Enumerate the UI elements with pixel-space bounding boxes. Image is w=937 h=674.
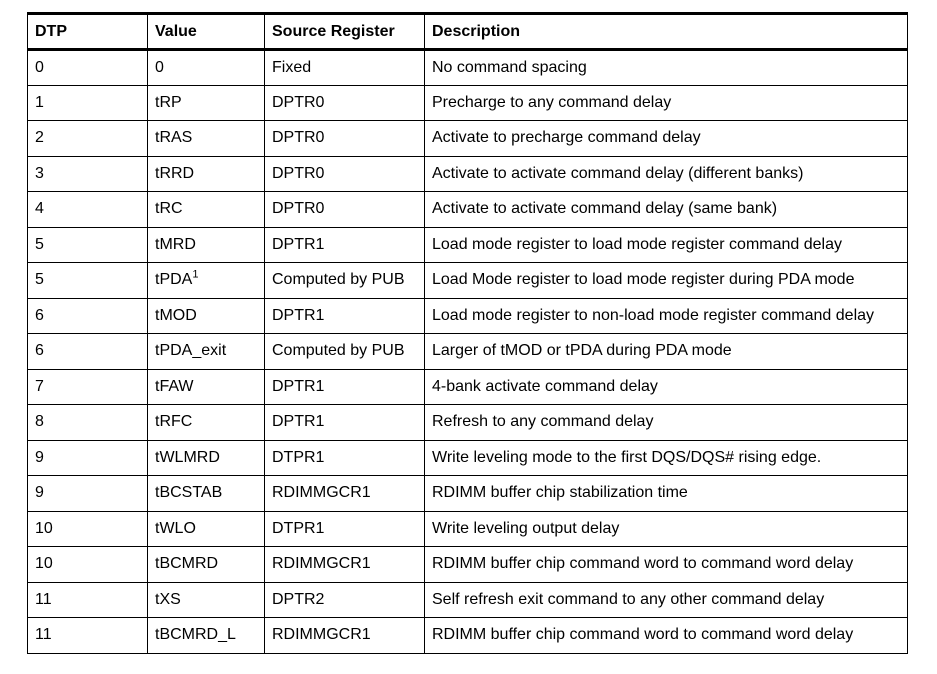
cell-value <box>148 618 265 654</box>
cell-value <box>148 192 265 228</box>
footnote-marker: 1 <box>192 268 199 281</box>
cell-dtp: 11 <box>28 618 148 654</box>
cell-description: RDIMM buffer chip stabilization time <box>425 476 908 512</box>
cell-source-register: DPTR1 <box>265 227 425 263</box>
table-body <box>28 50 908 654</box>
cell-value-text: tWLO <box>155 519 196 537</box>
cell-value <box>148 440 265 476</box>
cell-value-text: tPDA_exit <box>155 342 227 360</box>
table-row <box>28 192 908 228</box>
cell-value-text: tBCMRD_L <box>155 626 236 644</box>
cell-source-register: DTPR1 <box>265 511 425 547</box>
cell-value <box>148 121 265 157</box>
table-row <box>28 334 908 370</box>
cell-value <box>148 369 265 405</box>
cell-dtp: 10 <box>28 547 148 583</box>
cell-value-text: tMRD <box>155 235 196 253</box>
cell-value <box>148 334 265 370</box>
cell-description: Larger of tMOD or tPDA during PDA mode <box>425 334 908 370</box>
table-row <box>28 440 908 476</box>
table-row <box>28 511 908 547</box>
table-row <box>28 85 908 121</box>
cell-value-text: tRP <box>155 93 182 111</box>
cell-dtp: 6 <box>28 298 148 334</box>
cell-value-text: tXS <box>155 590 181 608</box>
cell-value-text: tMOD <box>155 306 197 324</box>
cell-source-register: Computed by PUB <box>265 263 425 299</box>
cell-dtp: 5 <box>28 227 148 263</box>
cell-dtp: 10 <box>28 511 148 547</box>
table-header <box>28 14 908 50</box>
header-dtp: DTP <box>28 14 148 50</box>
cell-value-text: tRFC <box>155 413 193 431</box>
cell-dtp: 7 <box>28 369 148 405</box>
table-row <box>28 50 908 86</box>
cell-dtp: 9 <box>28 440 148 476</box>
cell-dtp: 8 <box>28 405 148 441</box>
cell-description: Activate to precharge command delay <box>425 121 908 157</box>
cell-value <box>148 476 265 512</box>
cell-description: Precharge to any command delay <box>425 85 908 121</box>
cell-value <box>148 582 265 618</box>
table-row <box>28 156 908 192</box>
cell-value <box>148 156 265 192</box>
table-row <box>28 121 908 157</box>
cell-value-text: tRRD <box>155 164 195 182</box>
cell-source-register: RDIMMGCR1 <box>265 476 425 512</box>
table-row <box>28 476 908 512</box>
cell-source-register: DPTR1 <box>265 405 425 441</box>
cell-source-register: RDIMMGCR1 <box>265 547 425 583</box>
cell-source-register: DPTR1 <box>265 298 425 334</box>
cell-description: Load mode register to non-load mode register command delay <box>425 298 908 334</box>
cell-value <box>148 85 265 121</box>
cell-value <box>148 298 265 334</box>
cell-dtp: 2 <box>28 121 148 157</box>
cell-source-register: DPTR1 <box>265 369 425 405</box>
cell-source-register: DPTR0 <box>265 85 425 121</box>
cell-description: Refresh to any command delay <box>425 405 908 441</box>
cell-description: Load mode register to load mode register command delay <box>425 227 908 263</box>
cell-description: 4-bank activate command delay <box>425 369 908 405</box>
cell-value-text: tBCSTAB <box>155 484 223 502</box>
header-description: Description <box>425 14 908 50</box>
table-row <box>28 298 908 334</box>
dtp-timing-table <box>27 12 908 654</box>
cell-dtp: 1 <box>28 85 148 121</box>
cell-value-text: tRAS <box>155 129 193 147</box>
cell-source-register: Computed by PUB <box>265 334 425 370</box>
cell-value <box>148 263 265 299</box>
header-row <box>28 14 908 50</box>
cell-value-text: tPDA <box>155 271 193 289</box>
cell-value <box>148 227 265 263</box>
cell-source-register: DPTR0 <box>265 121 425 157</box>
cell-description: RDIMM buffer chip command word to command word delay <box>425 618 908 654</box>
cell-description: Load Mode register to load mode register during PDA mode <box>425 263 908 299</box>
cell-source-register: DPTR0 <box>265 192 425 228</box>
cell-description: RDIMM buffer chip command word to command word delay <box>425 547 908 583</box>
cell-source-register: DPTR0 <box>265 156 425 192</box>
cell-dtp: 9 <box>28 476 148 512</box>
cell-value <box>148 405 265 441</box>
cell-dtp: 0 <box>28 50 148 86</box>
table-row <box>28 618 908 654</box>
cell-description: Write leveling mode to the first DQS/DQS# rising edge. <box>425 440 908 476</box>
cell-source-register: DTPR1 <box>265 440 425 476</box>
cell-description: Self refresh exit command to any other command delay <box>425 582 908 618</box>
cell-source-register: RDIMMGCR1 <box>265 618 425 654</box>
cell-value-text: tBCMRD <box>155 555 219 573</box>
dtp-table-container <box>27 12 907 654</box>
table-row <box>28 405 908 441</box>
table-row <box>28 369 908 405</box>
header-value: Value <box>148 14 265 50</box>
table-row <box>28 263 908 299</box>
table-row <box>28 547 908 583</box>
cell-value-text: tRC <box>155 200 183 218</box>
cell-dtp: 4 <box>28 192 148 228</box>
cell-value <box>148 547 265 583</box>
table-row <box>28 582 908 618</box>
header-source-register: Source Register <box>265 14 425 50</box>
cell-value-text: tFAW <box>155 377 194 395</box>
table-row <box>28 227 908 263</box>
cell-value <box>148 50 265 86</box>
cell-value <box>148 511 265 547</box>
cell-source-register: Fixed <box>265 50 425 86</box>
cell-dtp: 11 <box>28 582 148 618</box>
cell-description: Write leveling output delay <box>425 511 908 547</box>
cell-description: Activate to activate command delay (different banks) <box>425 156 908 192</box>
cell-dtp: 6 <box>28 334 148 370</box>
cell-dtp: 5 <box>28 263 148 299</box>
cell-value-text: tWLMRD <box>155 448 220 466</box>
cell-value-text: 0 <box>155 58 164 76</box>
cell-description: Activate to activate command delay (same bank) <box>425 192 908 228</box>
cell-source-register: DPTR2 <box>265 582 425 618</box>
cell-dtp: 3 <box>28 156 148 192</box>
cell-description: No command spacing <box>425 50 908 86</box>
